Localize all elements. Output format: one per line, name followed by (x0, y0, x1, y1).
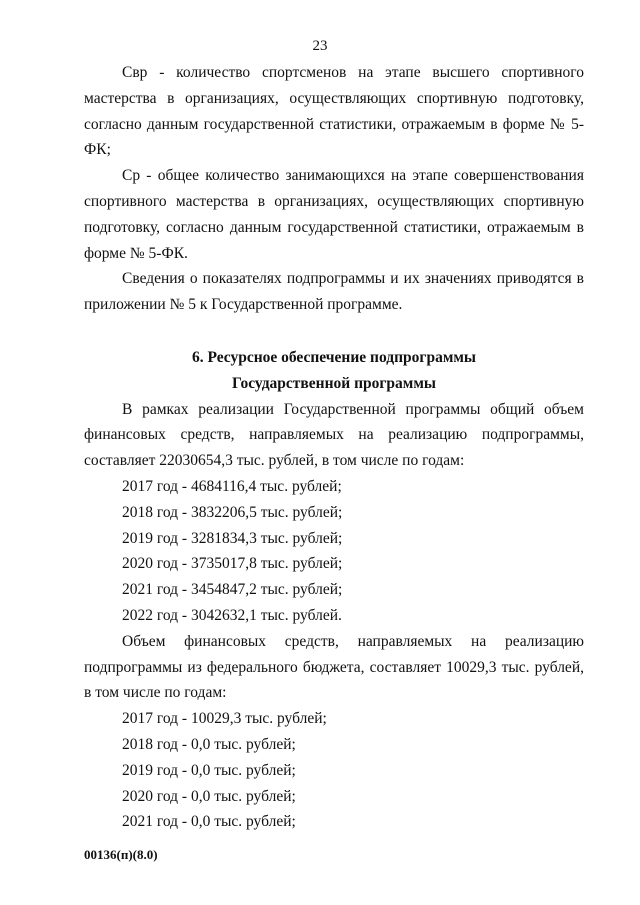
total-year-item: 2020 год - 3735017,8 тыс. рублей; (122, 555, 343, 573)
section-heading-line-1: 6. Ресурсное обеспечение подпрограммы (191, 348, 477, 366)
total-year-item: 2022 год - 3042632,1 тыс. рублей. (122, 606, 342, 624)
total-year-item: 2018 год - 3832206,5 тыс. рублей; (122, 503, 343, 521)
paragraph-indicators-reference: Сведения о показателях подпрограммы и их значениях приводятся в приложении № 5 к Государственной программе. (84, 270, 584, 314)
paragraph-svr-definition: Свр - количество спортсменов на этапе высшего спортивного мастерства в организациях, осуществляющих спортивную подготовку, согласно данным государственной статистики, отражаемым в форме № 5-ФК; (84, 64, 584, 159)
section-heading-line-2: Государственной программы (232, 374, 436, 392)
federal-year-item: 2020 год - 0,0 тыс. рублей; (122, 787, 296, 805)
page-number: 23 (312, 38, 328, 54)
total-year-item: 2021 год - 3454847,2 тыс. рублей; (122, 581, 343, 599)
paragraph-federal-funding: Объем финансовых средств, направляемых на реализацию подпрограммы из федерального бюджета, составляет 10029,3 тыс. рублей, в том числе по годам: (84, 632, 584, 702)
total-year-item: 2017 год - 4684116,4 тыс. рублей; (122, 477, 342, 495)
document-code-footer: 00136(п)(8.0) (84, 847, 158, 862)
paragraph-total-funding: В рамках реализации Государственной программы общий объем финансовых средств, направляемых на реализацию подпрограммы, составляет 22030654,3 тыс. рублей, в том числе по годам: (84, 400, 584, 470)
federal-year-item: 2017 год - 10029,3 тыс. рублей; (122, 710, 327, 728)
federal-year-item: 2019 год - 0,0 тыс. рублей; (122, 761, 296, 779)
paragraph-sr-definition: Ср - общее количество занимающихся на этапе совершенствования спортивного мастерства в организациях, осуществляющих спортивную подготовку, согласно данным государственной статистики, отражаемым в форме № 5-ФК. (84, 167, 584, 262)
total-year-item: 2019 год - 3281834,3 тыс. рублей; (122, 529, 343, 547)
federal-year-item: 2021 год - 0,0 тыс. рублей; (122, 813, 296, 831)
document-body (84, 60, 584, 835)
federal-year-item: 2018 год - 0,0 тыс. рублей; (122, 735, 296, 753)
